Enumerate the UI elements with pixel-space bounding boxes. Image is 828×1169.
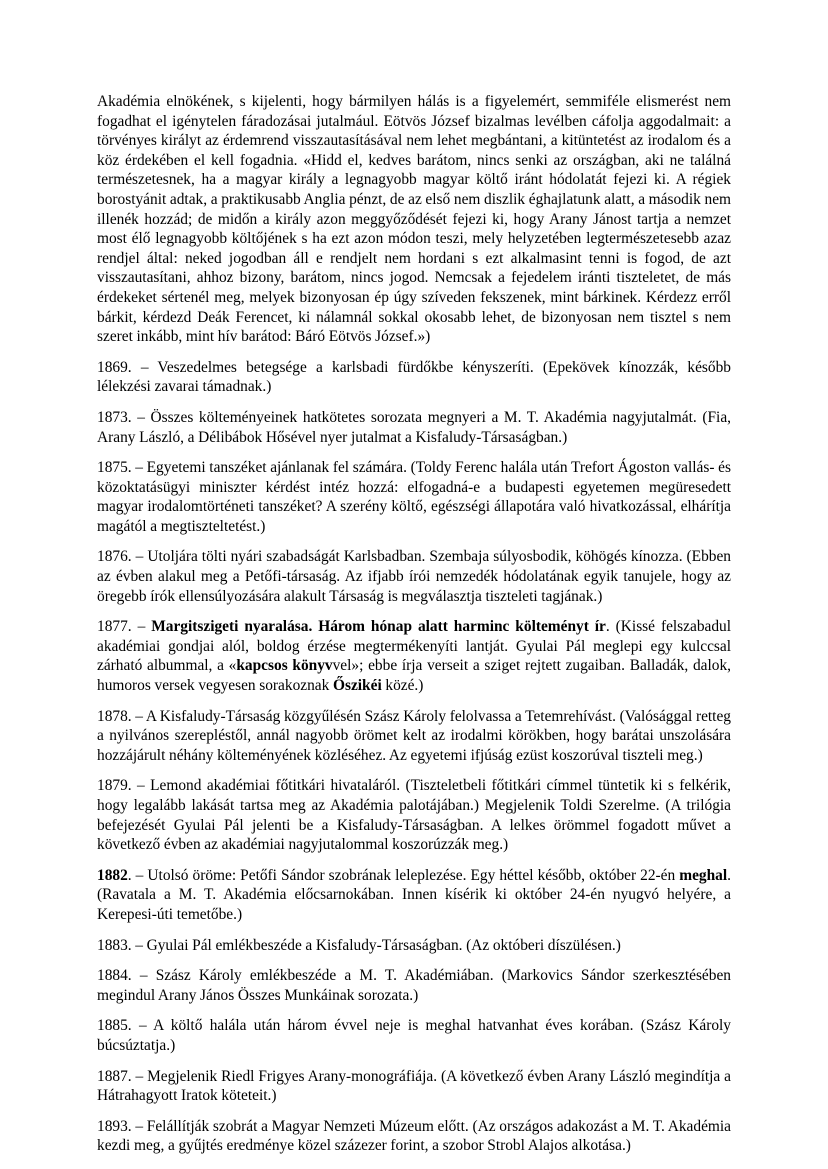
text-run: 1883. – Gyulai Pál emlékbeszéde a Kisfaludy-Társaságban. (Az októberi díszülésen.) <box>97 936 621 954</box>
text-run: vel»; ebbe írja verseit a sziget rejtett zugaiban. Balladák, dalok, humoros versek vegyesen sorakoznak <box>97 657 731 695</box>
text-run: Akadémia elnökének, s kijelenti, hogy bármilyen hálás is a figyelemért, semmiféle elismerést nem fogadhat el igénytelen fáradozásai jutalmául. Eötvös József bizalmas levélben cáfolja aggodalmait: a törvényes királyt az érdemrend visszautasításával nem lehet megbántani, a kitüntetést az irodalom és a köz érdekében el kell fogadnia. «Hidd el, kedves barátom, nincs senki az országban, aki ne találná természetesnek, ha a magyar király a legnagyobb magyar költő iránt hódolatát fejezi ki. A régiek borostyánit adtak, a praktikusabb Anglia pénzt, de az első nem diszlik éghajlatunk alatt, a második nem illenék hozzád; de midőn a király azon meggyőződését fejezi ki, hogy Arany Jánost tartja a nemzet most élő legnagyobb költőjének s ha ezt azon módon teszi, mely helyzetében legtermészetesebb azaz rendjel által: neked jogodban áll e rendjelt nem hordani s ezt alkalmasint tenni is fogod, de azt visszautasítani, ahhoz bizony, barátom, nincs jogod. Nemcsak a fejedelem iránti tiszteletet, de más érdekeket sértenél meg, melyek bizonyosan ép úgy szíveden fekszenek, mint bárkinek. Kérdezz erről bárkit, kérdezd Deák Ferencet, ki nálamnál sokkal okosabb lehet, de bizonyosan nem tisztel s nem szeret inkább, mint hív barátod: Báró Eötvös József.») <box>97 93 731 346</box>
text-run: . (Kissé felszabadul akadémiai gondjai alól, boldog érzése megtermékenyíti lantját. Gyulai Pál meglepi egy kulccsal zárható albummal, a « <box>97 618 732 675</box>
chronology-entry <box>97 866 731 925</box>
text-run: 1887. – Megjelenik Riedl Frigyes Arany-monográfiája. (A következő évben Arany László megindítja a Hátrahagyott Iratok köteteit.) <box>97 1067 731 1105</box>
text-run: 1884. – Szász Károly emlékbeszéde a M. T. Akadémiában. (Markovics Sándor szerkesztésében megindul Arany János Összes Munkáinak sorozata.) <box>97 967 731 1004</box>
chronology-entry <box>97 408 731 447</box>
emphasis-text: Őszikéi <box>332 677 382 695</box>
chronology-entry <box>97 776 731 854</box>
chronology-entry <box>97 1016 731 1055</box>
text-run: 1873. – Összes költeményeinek hatkötetes sorozata megnyeri a M. T. Akadémia nagyjutalmát. (Fia, Arany László, a Délibábok Hősével nyer jutalmat a Kisfaludy-Társaságban.) <box>97 408 731 446</box>
chronology-entry <box>97 707 731 766</box>
text-column <box>97 92 731 1156</box>
emphasis-text: Margitszigeti nyaralása. Három hónap alatt harminc költeményt ír <box>151 618 606 636</box>
chronology-entry <box>97 358 731 397</box>
body-paragraph <box>97 92 731 347</box>
text-run: 1869. – Veszedelmes betegsége a karlsbadi fürdőkbe kényszeríti. (Epekövek kínozzák, később lélekzési zavarai támadnak.) <box>97 358 731 396</box>
emphasis-text: meghal <box>679 866 728 884</box>
text-run: közé.) <box>381 677 424 695</box>
text-run: 1875. – Egyetemi tanszéket ajánlanak fel számára. (Toldy Ferenc halála után Trefort Ágoston vallás- és közoktatásügyi miniszter kérdést intéz hozzá: elfogadná-e a budapesti egyetemen megüresedett magyar irodalomtörténeti tanszéket? A szerény költő, egészségi állapotára való hivatkozással, elhárítja magától a megtiszteltetést.) <box>97 459 731 535</box>
chronology-entry <box>97 458 731 536</box>
chronology-entry <box>97 1117 731 1156</box>
emphasis-text: kapcsos könyv <box>236 657 333 675</box>
text-run: 1876. – Utoljára tölti nyári szabadságát Karlsbadban. Szembaja súlyosbodik, köhögés kínozza. (Ebben az évben alakul meg a Petőfi-társaság. Az ifjabb írói nemzedék hódolatának egyik tanujele, hogy az öregebb írók ellensúlyozására alakult Társaság is megválasztja tiszteleti tagjának.) <box>97 548 731 605</box>
text-run: 1893. – Felállítják szobrát a Magyar Nemzeti Múzeum előtt. (Az országos adakozást a M. T. Akadémia kezdi meg, a gyűjtés eredménye közel százezer forint, a szobor Strobl Alajos alkotása.) <box>97 1117 731 1155</box>
text-run: . – Utolsó öröme: Petőfi Sándor szobrának leleplezése. Egy héttel később, október 22-én <box>127 866 680 884</box>
text-run: . (Ravatala a M. T. Akadémia előcsarnokában. Innen kísérik ki október 24-én nyugvó helyére, a Kerepesi-úti temetőbe.) <box>97 866 731 923</box>
chronology-entry <box>97 547 731 606</box>
text-run: 1878. – A Kisfaludy-Társaság közgyűlésén Szász Károly felolvassa a Tetemrehívást. (Valósággal retteg a nyilvános szerepléstől, annál nagyobb örömet kelt az irodalmi körökben, hogy barátai unszolására hozzájárult néhány költeményének közléséhez. Az egyetemi ifjúság ezüst koszorúval tiszteli meg.) <box>97 707 731 764</box>
chronology-entry <box>97 1067 731 1106</box>
text-run: 1879. – Lemond akadémiai főtitkári hivataláról. (Tiszteletbeli főtitkári címmel tüntetik ki s felkérik, hogy legalább lakását tartsa meg az Akadémia palotájában.) Megjelenik Toldi Szerelme. (A trilógia befejezését Gyulai Pál jelenti be a Kisfaludy-Társaságban. A lelkes örömmel fogadott művet a következő évben az akadémiai nagyjutalommal koszorúzzák meg.) <box>97 777 731 854</box>
text-run: 1877. – <box>97 618 152 636</box>
chronology-entry <box>97 966 731 1005</box>
text-run: 1885. – A költő halála után három évvel neje is meghal hatvanhat éves korában. (Szász Károly búcsúztatja.) <box>97 1017 731 1054</box>
chronology-entry <box>97 936 731 956</box>
emphasis-text: 1882 <box>97 866 128 884</box>
chronology-entry <box>97 617 731 695</box>
